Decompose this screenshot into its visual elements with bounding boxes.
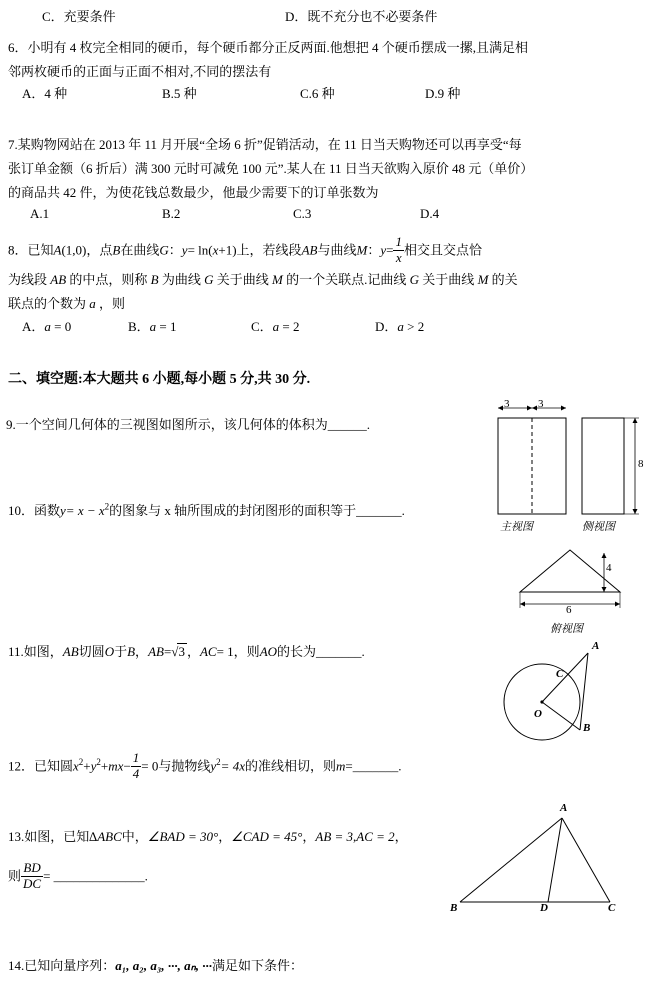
q13-text-d: ， — [302, 829, 316, 844]
q13-comma: , — [353, 829, 357, 844]
q8-ln: = ln( — [187, 242, 213, 258]
q8-text-m: 上，若线段 — [236, 242, 302, 258]
q8-text-o: 与曲线 — [317, 242, 357, 258]
q9-label-tri-height: 4 — [606, 562, 612, 574]
q11-label-o: O — [534, 708, 542, 720]
q9-figure — [490, 400, 645, 540]
q8-curve-m: M — [356, 242, 368, 258]
q13-label-b: B — [450, 902, 458, 914]
q14-tail: 满足如下条件： — [212, 958, 304, 973]
q9-label-right-height: 8 — [638, 458, 644, 470]
q5-option-d: D．既不充分也不必要条件 — [285, 9, 438, 24]
q12-text — [8, 752, 401, 783]
q7-option-b: B.2 — [162, 206, 181, 221]
q6-option-b: B.5 种 — [162, 86, 197, 101]
q11-text-c: 切圆 — [78, 644, 105, 659]
q13-answer-line — [8, 862, 148, 893]
q8-text-f: 在曲线 — [120, 242, 160, 258]
q10-prefix: 10．函数 — [8, 503, 61, 518]
q11-text-j: ， — [186, 644, 200, 659]
q9-label-tri-base: 6 — [566, 604, 572, 616]
q13-ab: AB = 3 — [315, 829, 354, 844]
q13-text-c: ， — [218, 829, 232, 844]
q12-minus: − — [123, 758, 131, 774]
q11-point-b: B — [127, 644, 136, 659]
q12-plus2: + — [100, 758, 109, 774]
q8-text-line3: 联点的个数为 a ，则 — [8, 296, 126, 311]
q8-curve-g: G — [159, 242, 169, 258]
q11-text — [8, 641, 365, 660]
q9-caption-front-view: 主视图 — [500, 521, 533, 533]
q12-plus1: + — [83, 758, 91, 774]
q12-eq0: = 0 — [141, 758, 159, 774]
q9-caption-top-view: 俯视图 — [550, 623, 583, 635]
q12-eq4x: = 4x — [220, 758, 245, 774]
q8-option-c: C．a = 2 — [251, 319, 300, 334]
q13-text — [8, 826, 408, 845]
q11-figure — [480, 640, 640, 750]
q11-text-o: 的长为_______. — [277, 644, 365, 659]
q9-top-view-figure — [500, 540, 640, 635]
q11-text-m: ，则 — [233, 644, 260, 659]
q8-fraction — [393, 235, 404, 266]
q12-mx: mx — [108, 758, 124, 774]
q8-colon-1: ： — [168, 242, 182, 258]
q7-option-a: A.1 — [30, 206, 50, 221]
q13-prefix: 13.如图，已知 — [8, 829, 90, 844]
q13-label-c: C — [608, 902, 616, 914]
q11-circle-o: O — [104, 644, 115, 659]
q8-text-t: 相交且交点恰 — [403, 242, 482, 258]
q11-prefix: 11.如图， — [8, 644, 63, 659]
q8-point-a: A — [53, 242, 62, 258]
q6-text-line2: 邻两枚硬币的正面与正面不相对,不同的摆法有 — [8, 64, 272, 79]
q8-colon-2: ： — [367, 242, 381, 258]
q12-fraction-denominator: 4 — [132, 765, 140, 781]
q8-point-b: B — [112, 242, 121, 258]
q5-option-c: C．充要条件 — [42, 9, 116, 24]
q13-ac: AC = 2 — [356, 829, 395, 844]
q11-text-e: 于 — [114, 644, 128, 659]
q8-text-line2: 为线段 AB 的中点，则称 B 为曲线 G 关于曲线 M 的一个关联点.记曲线 G 关于曲线 M 的关 — [8, 272, 518, 287]
q8-fraction-denominator: x — [395, 249, 402, 265]
q11-ab2: AB — [148, 644, 164, 659]
q10-exponent: 2 — [104, 501, 110, 512]
q12-text-d: =_______. — [345, 758, 402, 774]
q11-eq: = — [163, 644, 172, 659]
q7-text-line1: 7.某购物网站在 2013 年 11 月开展“全场 6 折”促销活动，在 11 日当天购物还可以再享受“每 — [8, 137, 522, 152]
q12-x-exp: 2 — [78, 757, 84, 768]
q8-prefix: 8．已知 — [8, 242, 54, 258]
q12-y-exp: 2 — [96, 757, 101, 768]
q14-sequence: a₁, a₂, a₃, ···, aₙ, ··· — [115, 958, 213, 973]
q6-option-d: D.9 种 — [425, 86, 461, 101]
q8-option-d: D．a > 2 — [375, 319, 425, 334]
q7-option-d: D.4 — [420, 206, 440, 221]
q12-y: y — [90, 758, 97, 774]
q13-figure — [440, 802, 630, 921]
q11-text-g: ， — [135, 644, 149, 659]
q13-label-d: D — [540, 902, 548, 914]
q8-close: +1) — [218, 242, 237, 258]
q8-var-y1: y — [181, 242, 188, 258]
q8-option-b: B．a = 1 — [128, 319, 177, 334]
q8-seg-ab: AB — [301, 242, 318, 258]
q6-text-line1: 6．小明有 4 枚完全相同的硬币，每个硬币都分正反两面.他想把 4 个硬币摆成一摞,且满足相 — [8, 40, 529, 55]
q8-text-line1 — [8, 236, 482, 267]
q11-label-c: C — [556, 668, 564, 680]
q13-angle-cad: ∠CAD = 45° — [231, 829, 303, 844]
q12-y2: y — [210, 758, 217, 774]
q13-text-e: ， — [394, 829, 408, 844]
q8-point-a-coords: (1,0) — [61, 242, 87, 258]
q13-text-b: 中， — [121, 829, 148, 844]
q10-formula-mid: = x − x — [65, 503, 105, 518]
q11-label-a: A — [592, 640, 600, 652]
q10-suffix: 的图象与 x 轴所围成的封闭图形的面积等于_______. — [109, 503, 405, 518]
q11-ac: AC — [199, 644, 217, 659]
q11-label-b: B — [583, 722, 591, 734]
q8-var-y2: y — [380, 242, 387, 258]
q8-text-d: ，点 — [86, 242, 113, 258]
q9-caption-side-view: 侧视图 — [582, 521, 615, 533]
q12-text-b: 与抛物线 — [158, 758, 211, 774]
q13-fraction-denominator: DC — [23, 875, 42, 891]
q12-fraction — [131, 751, 142, 782]
q8-var-x1: x — [212, 242, 219, 258]
q13-then: 则 — [8, 868, 22, 884]
section2-title: 二、填空题:本大题共 6 小题,每小题 5 分,共 30 分. — [8, 372, 311, 387]
q13-label-a: A — [560, 802, 568, 814]
q6-option-a: A．4 种 — [22, 86, 68, 101]
q13-angle-bad: ∠BAD = 30° — [147, 829, 219, 844]
q12-fraction-numerator: 1 — [132, 750, 140, 765]
q10-var-y: y — [60, 503, 66, 518]
q8-fraction-numerator: 1 — [395, 234, 402, 249]
q13-fraction — [21, 861, 43, 892]
q13-fraction-numerator: BD — [21, 861, 43, 877]
q12-text-c: 的准线相切，则 — [244, 758, 336, 774]
q9-label-top-left: 3 — [504, 398, 510, 410]
q10-text — [8, 500, 405, 519]
q13-blank: = ______________. — [43, 868, 148, 884]
q12-prefix: 12．已知圆 — [8, 758, 74, 774]
q11-sqrt: √3 — [171, 644, 185, 659]
q6-option-c: C.6 种 — [300, 86, 335, 101]
q7-text-line2: 张订单金额（6 折后）满 300 元时可减免 100 元”.某人在 11 日当天欲购入原价 48 元（单价） — [8, 161, 534, 176]
q8-option-a: A．a = 0 — [22, 319, 72, 334]
q7-text-line3: 的商品共 42 件，为使花钱总数最少，他最少需要下的订单张数为 — [8, 185, 379, 200]
q9-label-top-right: 3 — [538, 398, 544, 410]
q11-ao: AO — [259, 644, 278, 659]
q14-text — [8, 955, 303, 974]
q11-ab: AB — [62, 644, 79, 659]
q11-ac-val: = 1 — [216, 644, 234, 659]
q14-prefix: 14.已知向量序列： — [8, 958, 116, 973]
q12-y2-exp: 2 — [216, 757, 221, 768]
q12-m: m — [335, 758, 346, 774]
q9-text: 9.一个空间几何体的三视图如图所示，该几何体的体积为______. — [6, 417, 371, 432]
q7-option-c: C.3 — [293, 206, 312, 221]
q13-triangle: ∆ABC — [89, 829, 122, 844]
q12-x: x — [73, 758, 79, 774]
q8-equals: = — [386, 242, 394, 258]
q11-sqrt-radicand: 3 — [178, 644, 185, 659]
